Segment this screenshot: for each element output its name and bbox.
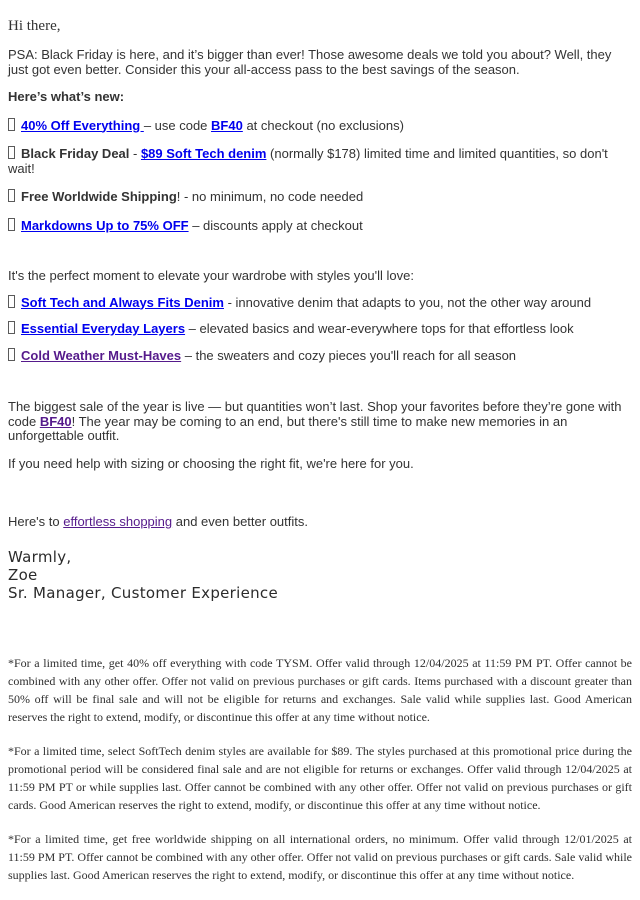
signature-title: Sr. Manager, Customer Experience xyxy=(8,583,279,602)
offer-shipping-suffix: ! - no minimum, no code needed xyxy=(176,189,364,204)
offer-bf-deal-suffix: (normally $178) limited time and limited quantities, so don't wait! xyxy=(8,146,608,176)
style-item-everyday-layers xyxy=(8,321,632,337)
urgency-text-before: The biggest sale of the year is live — but quantities won’t last. Shop your favorites before they’re gone with code xyxy=(8,399,622,429)
missing-glyph-icon xyxy=(8,348,15,361)
link-cold-weather-must-haves[interactable]: Cold Weather Must-Haves xyxy=(21,347,182,363)
signature-warmly: Warmly, xyxy=(8,547,72,566)
styles-list xyxy=(8,295,632,364)
offer-shipping-label: Free Worldwide Shipping xyxy=(21,189,177,204)
footnote-shipping-terms: *For a limited time, get free worldwide shipping on all international orders, no minimum. Offer valid through 12/01/2025 at 11:59 PM PT. Offer cannot be combined with any other offer. Offer not valid on previous purchases or gift cards. Sale valid while supplies last. Good American reserves the right to extend, modify, or discontinue this offer at any time without notice. xyxy=(8,831,632,882)
missing-glyph-icon xyxy=(8,295,15,308)
spacer xyxy=(8,374,632,387)
whats-new-heading: Here’s what’s new: xyxy=(8,89,125,104)
styles-intro-paragraph: It's the perfect moment to elevate your wardrobe with styles you'll love: xyxy=(8,268,414,283)
link-markdowns-75-off[interactable]: Markdowns Up to 75% OFF xyxy=(21,217,189,233)
style-soft-tech-suffix: - innovative denim that adapts to you, not the other way around xyxy=(223,294,592,310)
email-content xyxy=(8,18,632,884)
link-bf40-code-visited[interactable]: BF40 xyxy=(39,413,72,429)
offer-item-black-friday-deal xyxy=(8,146,632,176)
footnote-40-off-terms: *For a limited time, get 40% off everything with code TYSM. Offer valid through 12/04/2025 at 11:59 PM PT. Offer cannot be combined with any other offer. Offer not valid on previous purchases or gift cards. Items purchased with a discount greater than 50% off will be final sale and will not be eligible for returns and exchanges. Sale valid while supplies last. Good American reserves the right to extend, modify, or discontinue this offer at any time without notice. xyxy=(8,655,632,724)
missing-glyph-icon xyxy=(8,118,15,131)
missing-glyph-icon xyxy=(8,218,15,231)
closing-paragraph xyxy=(8,515,632,530)
link-soft-tech-denim[interactable]: Soft Tech and Always Fits Denim xyxy=(21,294,224,310)
offer-item-markdowns xyxy=(8,218,632,234)
style-layers-suffix: – elevated basics and wear-everywhere tops for that effortless look xyxy=(185,321,574,336)
closing-text-before: Here's to xyxy=(8,514,64,529)
offer-markdowns-suffix: – discounts apply at checkout xyxy=(188,217,363,233)
spacer xyxy=(8,246,632,256)
greeting-text: Hi there, xyxy=(8,18,61,34)
link-89-soft-tech-denim[interactable]: $89 Soft Tech denim xyxy=(140,146,267,161)
closing-text-after: and even better outfits. xyxy=(172,514,308,529)
link-40-off-everything[interactable]: 40% Off Everything xyxy=(21,117,144,133)
footnotes-section xyxy=(8,654,632,884)
offer-item-free-shipping xyxy=(8,189,632,205)
missing-glyph-icon xyxy=(8,189,15,202)
offer-item-40-off xyxy=(8,118,632,134)
signature-name: Zoe xyxy=(8,565,38,584)
style-item-cold-weather xyxy=(8,348,632,364)
offers-list xyxy=(8,118,632,234)
help-paragraph: If you need help with sizing or choosing the right fit, we're here for you. xyxy=(8,455,414,471)
footnote-denim-terms: *For a limited time, select SoftTech denim styles are available for $89. The styles purchased at this promotional price during the promotional period will be considered final sale and are not eligible for returns or exchanges. Offer valid through 12/04/2025 at 11:59 PM PT or while supplies last. Offer cannot be combined with any other offer. Offer not valid on previous purchases or gift cards. Good American reserves the right to extend, modify, or discontinue this offer at any time without notice. xyxy=(8,743,632,812)
spacer xyxy=(8,602,632,638)
offer-bf-deal-label: Black Friday Deal xyxy=(21,146,130,161)
intro-paragraph: PSA: Black Friday is here, and it’s bigger than ever! Those awesome deals we told you about? Well, they just got even better. Consider this your all-access pass to the best savings of the season. xyxy=(8,47,612,77)
email-page xyxy=(8,18,632,884)
spacer xyxy=(8,484,632,502)
urgency-paragraph xyxy=(8,400,632,444)
missing-glyph-icon xyxy=(8,146,15,159)
missing-glyph-icon xyxy=(8,321,15,334)
link-everyday-layers[interactable]: Essential Everyday Layers xyxy=(21,321,186,336)
style-item-soft-tech xyxy=(8,295,632,311)
link-bf40-code[interactable]: BF40 xyxy=(211,117,243,133)
signature-block xyxy=(8,548,632,602)
urgency-text-after: ! The year may be coming to an end, but there's still time to make new memories in an unforgettable outfit. xyxy=(8,413,568,443)
offer-40-off-text: – use code xyxy=(143,117,212,133)
offer-40-off-suffix: at checkout (no exclusions) xyxy=(242,117,404,133)
link-effortless-shopping[interactable]: effortless shopping xyxy=(63,514,173,529)
style-cold-weather-suffix: – the sweaters and cozy pieces you'll reach for all season xyxy=(181,347,517,363)
offer-bf-deal-dash: - xyxy=(129,146,141,161)
